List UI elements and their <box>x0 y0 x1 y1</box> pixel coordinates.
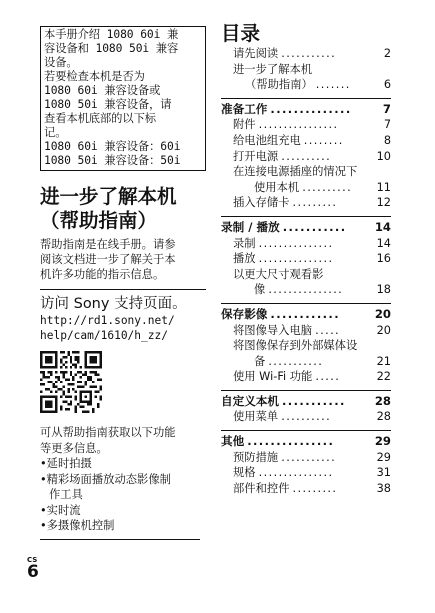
notice-line: 设备。 <box>44 56 78 69</box>
toc-section[interactable] <box>221 307 391 323</box>
toc-entry-label: 以更大尺寸观看影 <box>233 267 324 281</box>
toc-section-page: 20 <box>374 306 391 321</box>
toc-entry[interactable] <box>221 195 391 211</box>
toc-entry-page: 7 <box>383 118 391 132</box>
feature-item: •实时流 <box>40 503 81 517</box>
toc-entry-label: 给电池组充电 <box>233 133 301 147</box>
left-column <box>40 26 206 540</box>
toc-leader-dots: ............... <box>258 466 334 480</box>
toc-entry-page: 6 <box>383 78 391 92</box>
toc-entry-label: 打开电源 <box>233 149 279 163</box>
toc-entry-label: 请先阅读 <box>233 47 279 60</box>
help-guide-heading-line1: 进一步了解本机 <box>40 185 177 208</box>
section-rule <box>221 98 391 99</box>
toc-entry-page: 12 <box>376 196 391 210</box>
notice-line: 1080 60i 兼容设备或 <box>44 84 161 97</box>
toc-entry[interactable] <box>221 465 391 481</box>
feature-item: •精彩场面播放动态影像制 作工具 <box>40 472 171 501</box>
toc-section[interactable] <box>221 220 391 236</box>
toc-entry-page: 38 <box>376 481 391 495</box>
toc-section-label: 其他 <box>221 434 245 449</box>
toc-leader-dots: .............. <box>270 101 352 116</box>
notice-line: 容设备和 1080 50i 兼容 <box>44 42 179 55</box>
toc-leader-dots: .......... <box>302 180 353 194</box>
notice-line: 本手册介绍 1080 60i 兼 <box>44 28 179 41</box>
toc-entry-page: 10 <box>376 149 391 163</box>
toc-section-label: 保存影像 <box>221 306 268 321</box>
toc-leader-dots: ..... <box>315 370 341 384</box>
toc-section[interactable] <box>221 394 391 410</box>
toc-entry-label: 在连接电源插座的情况下 <box>233 165 358 179</box>
bottom-divider <box>40 539 200 540</box>
help-guide-description <box>40 237 206 282</box>
toc-section-page: 14 <box>374 219 391 234</box>
toc-entry[interactable] <box>221 62 391 78</box>
description-line: 阅该文档进一步了解关于本 <box>40 253 176 266</box>
toc-entry[interactable] <box>221 481 391 497</box>
toc-entry-label: 播放 <box>233 252 256 266</box>
toc-entry-page: 18 <box>376 283 391 297</box>
toc-entry-page: 20 <box>376 323 391 337</box>
section-rule <box>221 430 391 431</box>
toc-entry-page: 11 <box>376 180 391 194</box>
qr-info-text <box>40 425 206 456</box>
toc-entry[interactable] <box>221 369 391 385</box>
toc-entry[interactable] <box>221 149 391 165</box>
toc-entry-page: 8 <box>383 133 391 147</box>
toc-entry-label: 插入存储卡 <box>233 196 290 210</box>
toc-entry-page: 2 <box>383 47 391 60</box>
toc-leader-dots: .......... <box>281 149 332 163</box>
section-rule <box>221 216 391 217</box>
toc-leader-dots: ............... <box>247 434 335 449</box>
toc-section[interactable] <box>221 102 391 118</box>
notice-line: 1080 50i 兼容设备，请 <box>44 98 172 111</box>
toc-leader-dots: ............... <box>268 283 344 297</box>
page-footer <box>27 556 39 581</box>
description-line: 帮助指南是在线手册。请参 <box>40 238 176 251</box>
toc-entry[interactable] <box>221 180 391 196</box>
toc-entry-page: 14 <box>376 236 391 250</box>
toc-leader-dots: ..... <box>315 323 341 337</box>
toc-entry-label: 进一步了解本机 <box>233 62 313 76</box>
toc-leader-dots: ......... <box>292 481 338 495</box>
toc-entry-label: 部件和控件 <box>233 481 290 495</box>
toc-entry[interactable] <box>221 46 391 62</box>
toc-entry[interactable] <box>221 77 391 93</box>
section-divider <box>40 289 206 290</box>
toc-leader-dots: ........... <box>281 450 337 464</box>
toc-entry[interactable] <box>221 236 391 252</box>
toc-entry-page: 31 <box>376 466 391 480</box>
toc-entry-label: 预防措施 <box>233 450 279 464</box>
url-line[interactable]: http://rd1.sony.net/ <box>40 314 175 327</box>
toc-leader-dots: ........... <box>281 47 337 60</box>
toc-leader-dots: ........ <box>303 133 344 147</box>
toc-leader-dots: ......... <box>292 196 338 210</box>
language-code: CS <box>27 556 38 564</box>
toc-entry-page: 16 <box>376 252 391 266</box>
qr-info-line: 可从帮助指南获取以下功能 <box>40 426 176 439</box>
toc-entry-page: 28 <box>376 410 391 424</box>
toc-section-page: 7 <box>382 101 391 116</box>
url-line[interactable]: help/cam/1610/h_zz/ <box>40 329 168 342</box>
notice-line: 记。 <box>44 126 67 139</box>
toc-leader-dots: ....... <box>315 78 351 92</box>
toc-entry-page: 29 <box>376 450 391 464</box>
toc-entry[interactable] <box>221 117 391 133</box>
toc-entry-page: 22 <box>376 370 391 384</box>
toc-entry-label: 使用本机 <box>254 180 300 194</box>
qr-info-line: 等更多信息。 <box>40 441 108 455</box>
toc-entry-label: 将图像导入电脑 <box>233 323 313 337</box>
toc-entry-label: 附件 <box>233 118 256 132</box>
feature-item: •多摄像机控制 <box>40 519 115 532</box>
notice-line: 1080 50i 兼容设备：50i <box>44 154 181 167</box>
qr-code-icon[interactable] <box>40 351 102 413</box>
toc-entry[interactable] <box>221 251 391 267</box>
toc-entry-label: 像 <box>254 283 266 297</box>
feature-list <box>40 456 206 534</box>
toc-body <box>221 46 391 496</box>
toc-entry[interactable] <box>221 409 391 425</box>
toc-leader-dots: ............... <box>258 252 334 266</box>
toc-leader-dots: .......... <box>281 410 332 424</box>
toc-entry[interactable] <box>221 267 391 283</box>
visit-support-text: 访问 Sony 支持页面。 <box>40 296 187 312</box>
toc-section-label: 准备工作 <box>221 101 268 116</box>
toc-leader-dots: ............... <box>258 236 334 250</box>
toc-entry-label: （帮助指南） <box>245 78 313 92</box>
toc-leader-dots: ........... <box>281 393 346 408</box>
toc-entry[interactable] <box>221 282 391 298</box>
section-rule <box>221 390 391 391</box>
toc-entry-label: 录制 <box>233 236 256 250</box>
toc-section-label: 自定义本机 <box>221 393 279 408</box>
toc-title: 目录 <box>221 22 261 45</box>
toc-entry-label: 备 <box>254 354 266 368</box>
toc-entry-label: 使用菜单 <box>233 410 279 424</box>
toc-section[interactable] <box>221 434 391 450</box>
toc-leader-dots: ............ <box>270 306 341 321</box>
toc-entry[interactable] <box>221 133 391 149</box>
toc-entry[interactable] <box>221 338 391 354</box>
toc-entry[interactable] <box>221 323 391 339</box>
toc-entry-label: 使用 Wi-Fi 功能 <box>233 370 313 384</box>
table-of-contents <box>221 22 391 496</box>
toc-entry-page: 21 <box>376 354 391 368</box>
toc-entry[interactable] <box>221 164 391 180</box>
help-guide-heading-line2: （帮助指南） <box>40 209 158 232</box>
toc-section-label: 录制 / 播放 <box>221 219 280 234</box>
feature-item: •延时拍摄 <box>40 457 92 470</box>
compatibility-notice-box <box>40 26 206 171</box>
toc-leader-dots: ................ <box>258 118 339 132</box>
toc-entry[interactable] <box>221 354 391 370</box>
notice-line: 查看本机底部的以下标 <box>44 112 156 125</box>
toc-section-page: 28 <box>374 393 391 408</box>
notice-line: 若要检查本机是否为 <box>44 70 145 83</box>
description-line: 机许多功能的指示信息。 <box>40 268 165 281</box>
help-guide-url[interactable] <box>40 313 206 343</box>
page-number: 6 <box>27 562 39 582</box>
section-rule <box>221 303 391 304</box>
toc-leader-dots: ........... <box>282 219 347 234</box>
toc-section-page: 29 <box>374 434 391 449</box>
notice-line: 1080 60i 兼容设备：60i <box>44 140 181 153</box>
help-guide-heading <box>40 185 206 233</box>
toc-entry[interactable] <box>221 450 391 466</box>
toc-entry-label: 将图像保存到外部媒体设 <box>233 339 358 353</box>
toc-leader-dots: ........... <box>268 354 324 368</box>
toc-entry-label: 规格 <box>233 466 256 480</box>
